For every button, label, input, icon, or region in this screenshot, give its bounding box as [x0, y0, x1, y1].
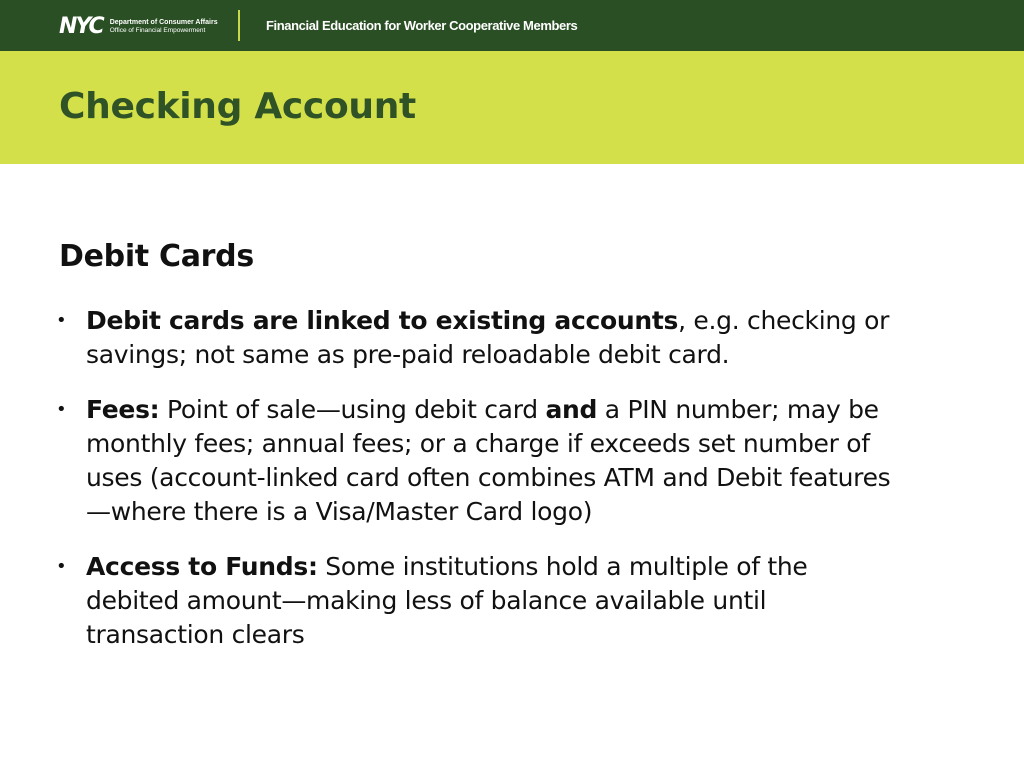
- bullet-bold-lead: Fees:: [86, 395, 160, 424]
- section-heading: Debit Cards: [59, 239, 254, 274]
- bullet-item: [56, 393, 896, 529]
- bullet-text: a PIN number; may be monthly fees; annual fees; or a charge if exceeds set number of uses (account-linked card often combines ATM and Debit features—where there is a Visa/Master Card logo): [86, 395, 891, 526]
- bullet-dot-icon: •: [56, 399, 67, 420]
- bullet-text: , e.g. checking or savings; not same as pre-paid reloadable debit card.: [86, 306, 890, 369]
- department-line-2: Office of Financial Empowerment: [109, 27, 206, 34]
- bullet-bold-mid: and: [545, 395, 598, 424]
- bullet-text: Some institutions hold a multiple of the debited amount—making less of balance available until transaction clears: [86, 552, 808, 649]
- department-name: [110, 19, 218, 35]
- bullet-item: [56, 550, 896, 652]
- nyc-logo-text: NYC: [59, 14, 103, 39]
- bullet-dot-icon: •: [56, 310, 67, 331]
- bullet-bold-lead: Access to Funds:: [86, 552, 318, 581]
- slide-title: Checking Account: [59, 86, 416, 127]
- bullet-item: [56, 304, 896, 372]
- department-line-1: Department of Consumer Affairs: [109, 19, 218, 26]
- header-title: Financial Education for Worker Cooperative Members: [266, 18, 578, 33]
- header-divider: [238, 10, 240, 41]
- bullet-bold-lead: Debit cards are linked to existing accounts: [86, 306, 679, 335]
- nyc-logo: [59, 14, 218, 40]
- bullet-text: Point of sale—using debit card: [159, 395, 546, 424]
- bullet-list: [56, 304, 896, 673]
- top-bar: [0, 0, 1024, 51]
- bullet-dot-icon: •: [56, 556, 67, 577]
